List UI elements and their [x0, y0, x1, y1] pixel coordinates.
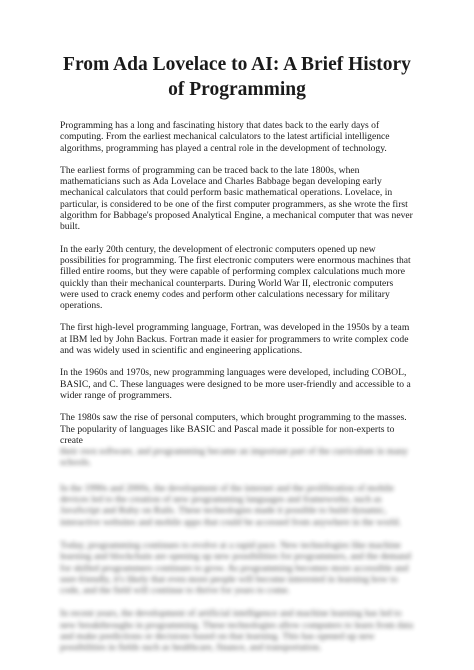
blurred-content	[60, 446, 414, 653]
paragraph-1990s-2000s: In the 1990s and 2000s, the development of the internet and the proliferation of mobile devices led to the creation of new programming languages and frameworks, such as JavaScript and Ruby on Rails. These technologies made it possible to build dynamic, interactive websites and mobile apps that could be accessed from anywhere in the world.	[60, 482, 401, 528]
paragraph-today: Today, programming continues to evolve at a rapid pace. New technologies like machine learning and blockchain are opening up new possibilities for programmers, and the demand for skilled programmers continues to grow. As programming becomes more accessible and user-friendly, it's likely that even more people will become interested in learning how to code, and the field will continue to thrive for years to come.	[60, 539, 411, 597]
document-title: From Ada Lovelace to AI: A Brief History of Programming	[63, 54, 411, 100]
paragraph-1980s-visible: The 1980s saw the rise of personal computers, which brought programming to the masses. The popularity of languages like BASIC and Pascal made it possible for non-experts to create	[60, 412, 407, 446]
paragraph-1960s-1970s: In the 1960s and 1970s, new programming languages were developed, including COBOL, BASIC, and C. These languages were designed to be more user-friendly and accessible to a wider range of programmers.	[60, 367, 411, 401]
paragraph-fortran: The first high-level programming language, Fortran, was developed in the 1950s by a team at IBM led by John Backus. Fortran made it easier for programmers to write complex code and was widely used in scientific and engineering applications.	[60, 322, 410, 357]
paragraph-intro: Programming has a long and fascinating history that dates back to the early days of computing. From the earliest mechanical calculators to the latest artificial intelligence algorithms, programming has played a central role in the development of technology.	[60, 120, 390, 154]
paragraph-1980s-blurred: their own software, and programming became an important part of the curriculum in many schools.	[60, 446, 408, 469]
paragraph-recent-years: In recent years, the development of artificial intelligence and machine learning has led to new breakthroughs in programming. These technologies allow computers to learn from data and make predictions or decisions based on that learning. This has opened up new possibilities in fields such as healthcare, finance, and transportation.	[60, 608, 414, 654]
paragraph-early-forms: The earliest forms of programming can be traced back to the late 1800s, when mathematicians such as Ada Lovelace and Charles Babbage began developing early mechanical calculators that could perform basic mathematical operations. Lovelace, in particular, is considered to be one of the first computer programmers, as she wrote the first algorithm for Babbage's proposed Analytical Engine, a mechanical computer that was never built.	[60, 164, 413, 233]
visible-content	[60, 120, 414, 446]
paragraph-1980s	[60, 412, 414, 446]
paragraph-20th-century: In the early 20th century, the development of electronic computers opened up new possibilities for programming. The first electronic computers were enormous machines that filled entire rooms, but they were capable of performing complex calculations much more quickly than their mechanical counterparts. During World War II, electronic computers were used to crack enemy codes and perform other calculations necessary for military operations.	[60, 243, 411, 312]
